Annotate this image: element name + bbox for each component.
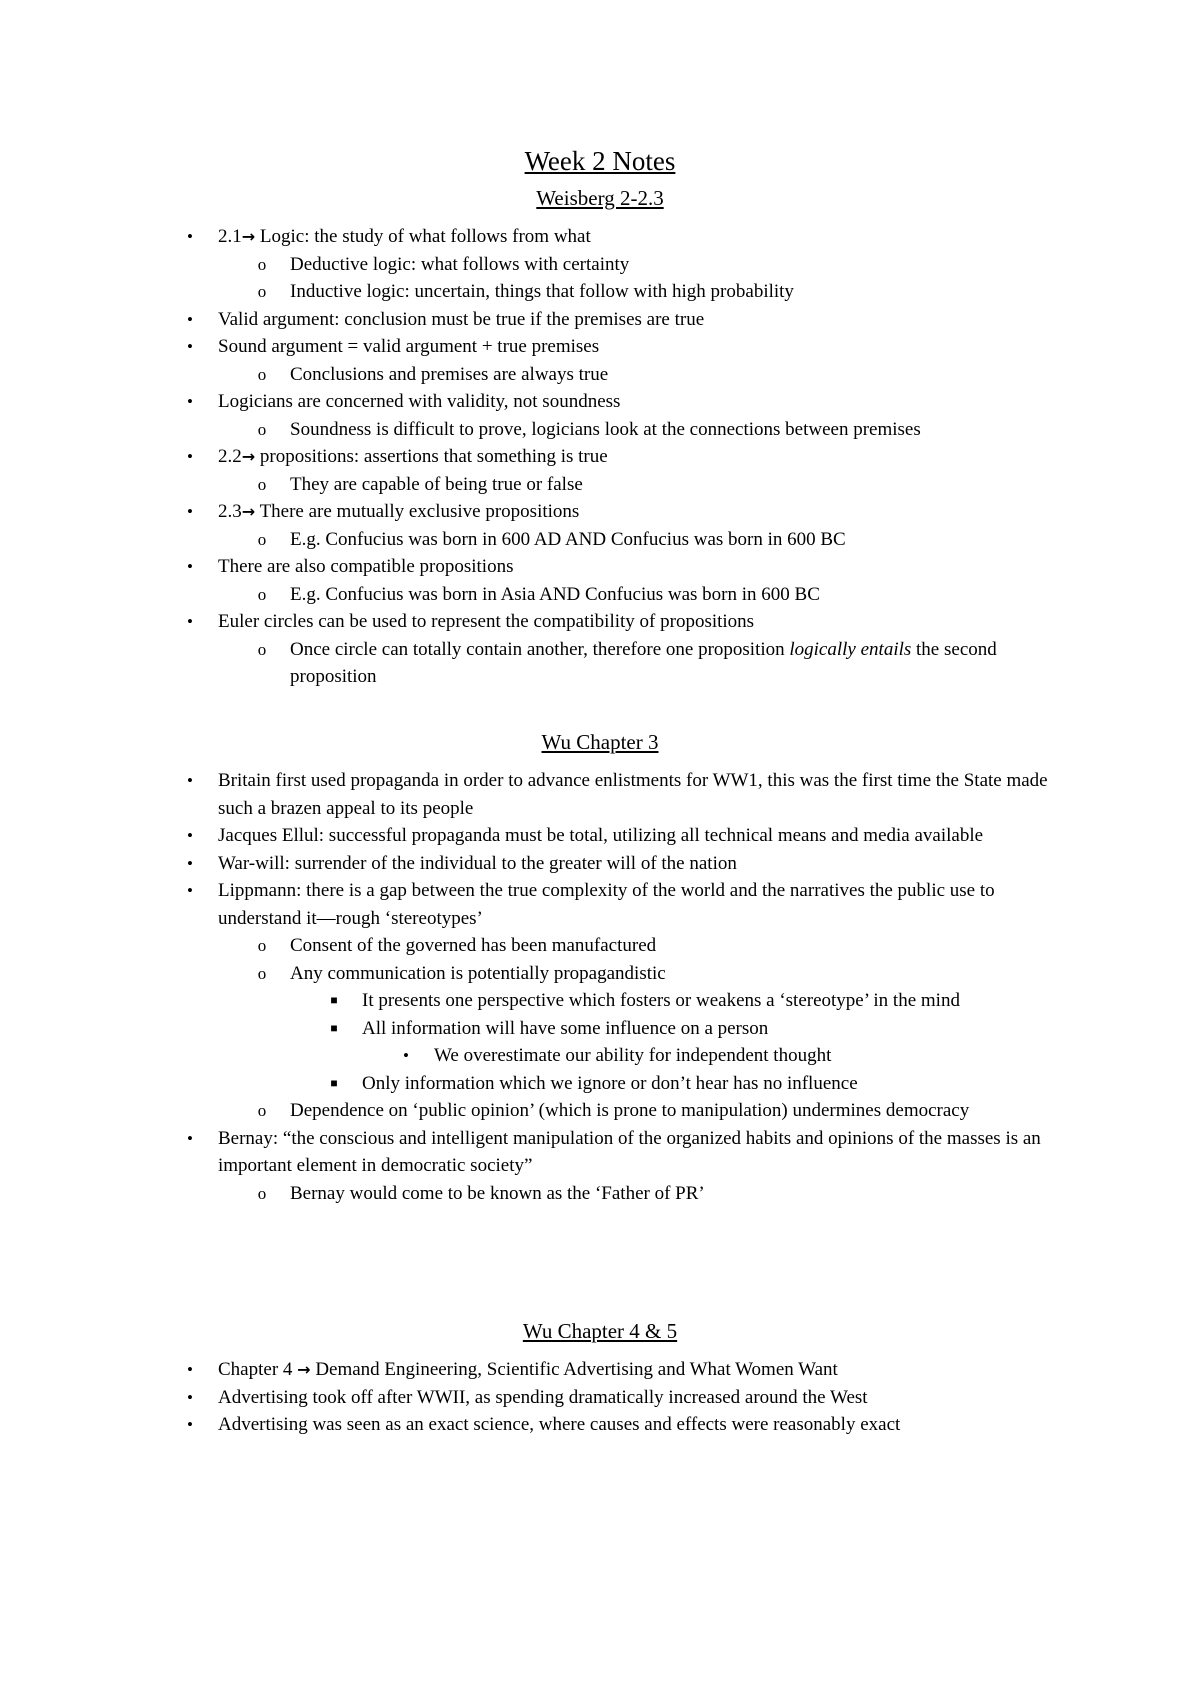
item-italic-text: logically entails: [789, 638, 912, 660]
item-text: Advertising was seen as an exact science, where causes and effects were reasonably exact: [218, 1414, 901, 1435]
list-item: [0, 306, 1200, 334]
list-item: [0, 471, 1200, 499]
circle-bullet-icon: o: [257, 963, 267, 983]
list-item: [0, 822, 1200, 850]
bullet-icon: •: [187, 771, 193, 790]
list-item: [0, 1384, 1200, 1412]
item-text: Consent of the governed has been manufactured: [290, 935, 657, 956]
list-item: [0, 877, 1200, 932]
section-list-wu-chapter-4-5: [0, 1356, 1200, 1439]
bullet-icon: •: [187, 502, 193, 521]
list-item: [0, 636, 1200, 691]
section-list-wu-chapter-3: [0, 767, 1200, 1207]
item-prefix: Chapter 4: [218, 1359, 298, 1380]
item-text: All information will have some influence on a person: [362, 1017, 769, 1039]
section-heading-wu-chapter-4-5: Wu Chapter 4 & 5: [522, 1319, 678, 1343]
list-item-text: [290, 526, 1060, 554]
list-item: [0, 498, 1200, 526]
item-text: propositions: assertions that something is true: [255, 446, 608, 467]
item-text: Logicians are concerned with validity, not soundness: [218, 391, 621, 412]
list-item: [0, 960, 1200, 988]
item-text: It presents one perspective which fosters or weakens a ‘stereotype’ in the mind: [362, 990, 960, 1011]
item-text: Valid argument: conclusion must be true if the premises are true: [218, 308, 705, 330]
list-item-text: [218, 1125, 1060, 1180]
list-item-text: [218, 1411, 1060, 1439]
list-item: [0, 223, 1200, 251]
list-item: [0, 1097, 1200, 1125]
list-item-text: [218, 850, 1060, 878]
item-text: Conclusions and premises are always true: [290, 363, 609, 385]
item-text: Advertising took off after WWII, as spending dramatically increased around the West: [218, 1386, 868, 1408]
bullet-icon: •: [187, 227, 193, 246]
list-item-text: [218, 498, 1060, 526]
list-item: [0, 553, 1200, 581]
item-text: Sound argument = valid argument + true premises: [218, 336, 600, 357]
bullet-icon: •: [187, 1128, 193, 1148]
list-item: [0, 1180, 1200, 1208]
item-text: Bernay would come to be known as the ‘Father of PR’: [290, 1182, 705, 1204]
list-item-text: [218, 388, 1060, 416]
list-item-text: [290, 1097, 1060, 1125]
list-item-text: [362, 987, 1060, 1015]
square-bullet-icon: ■: [330, 1075, 338, 1090]
item-text: Britain first used propaganda in order to advance enlistments for WW1, this was the first time the State made such a brazen appeal to its people: [218, 770, 1048, 819]
item-prefix: 2.3: [218, 501, 242, 522]
bullet-icon: •: [187, 309, 193, 329]
list-item-text: [434, 1042, 1060, 1070]
list-item-text: [362, 1070, 1060, 1098]
item-text: They are capable of being true or false: [290, 473, 583, 495]
list-item: [0, 767, 1200, 822]
list-item-text: [290, 416, 1060, 444]
section-heading-wu-chapter-3: Wu Chapter 3: [541, 730, 659, 754]
list-item-text: [290, 581, 1060, 609]
arrow-right-icon: →: [241, 227, 256, 246]
page-title: Week 2 Notes: [524, 146, 676, 176]
item-text: War-will: surrender of the individual to the greater will of the nation: [218, 852, 737, 874]
item-suffix: the second proposition: [290, 638, 997, 687]
list-item: [0, 608, 1200, 636]
section-heading-weisberg: Weisberg 2-2.3: [536, 186, 664, 210]
bullet-icon: •: [187, 447, 193, 466]
item-text: Euler circles can be used to represent the compatibility of propositions: [218, 611, 755, 632]
square-bullet-icon: ■: [330, 1020, 338, 1035]
item-text: We overestimate our ability for independent thought: [434, 1045, 832, 1066]
list-item-text: [290, 636, 1060, 691]
list-item-text: [290, 932, 1060, 960]
item-text: Inductive logic: uncertain, things that follow with high probability: [290, 281, 794, 302]
list-item: [0, 251, 1200, 279]
list-item: [0, 1125, 1200, 1180]
item-text: Soundness is difficult to prove, logicians look at the connections between premises: [290, 418, 921, 440]
circle-bullet-icon: o: [257, 419, 267, 439]
item-text: Deductive logic: what follows with certainty: [290, 253, 630, 275]
list-item-text: [290, 361, 1060, 389]
list-item: [0, 932, 1200, 960]
bullet-icon: •: [187, 1360, 193, 1379]
list-item-text: [218, 443, 1060, 471]
bullet-icon: •: [187, 1387, 193, 1407]
circle-bullet-icon: o: [257, 639, 267, 659]
arrow-right-icon: →: [297, 1360, 311, 1379]
bullet-icon: •: [403, 1046, 409, 1065]
list-item-text: [218, 822, 1060, 850]
list-item-text: [290, 1180, 1060, 1208]
arrow-right-icon: →: [241, 447, 256, 466]
list-item-text: [218, 223, 1060, 251]
list-item: [0, 1070, 1200, 1098]
item-text: Logic: the study of what follows from what: [255, 226, 591, 247]
item-text: E.g. Confucius was born in 600 AD AND Confucius was born in 600 BC: [290, 528, 846, 550]
bullet-icon: •: [187, 881, 193, 900]
item-text: There are mutually exclusive propositions: [255, 501, 580, 522]
list-item: [0, 1015, 1200, 1043]
circle-bullet-icon: o: [257, 364, 267, 384]
list-item: [0, 1042, 1200, 1070]
list-item-text: [290, 278, 1060, 306]
list-item-text: [218, 553, 1060, 581]
item-text: Once circle can totally contain another, therefore one proposition: [290, 638, 790, 660]
list-item: [0, 987, 1200, 1015]
item-prefix: 2.2: [218, 446, 242, 467]
item-text: Lippmann: there is a gap between the true complexity of the world and the narratives the public use to understand it—rough ‘stereotypes’: [218, 880, 995, 929]
list-item-text: [218, 767, 1060, 822]
bullet-icon: •: [187, 557, 193, 576]
arrow-right-icon: →: [241, 502, 256, 521]
square-bullet-icon: ■: [330, 993, 338, 1007]
item-prefix: 2.1: [218, 226, 242, 247]
list-item-text: [290, 471, 1060, 499]
circle-bullet-icon: o: [257, 474, 267, 494]
item-text: Bernay: “the conscious and intelligent manipulation of the organized habits and opinions of the masses is an important element in democratic society”: [218, 1127, 1041, 1176]
item-text: Only information which we ignore or don’t hear has no influence: [362, 1072, 858, 1094]
list-item: [0, 388, 1200, 416]
item-text: Jacques Ellul: successful propaganda must be total, utilizing all technical means and media available: [218, 825, 984, 846]
bullet-icon: •: [187, 826, 193, 845]
list-item: [0, 278, 1200, 306]
list-item: [0, 850, 1200, 878]
list-item-text: [218, 333, 1060, 361]
item-text: Any communication is potentially propagandistic: [290, 962, 666, 984]
list-item: [0, 333, 1200, 361]
circle-bullet-icon: o: [257, 936, 267, 955]
bullet-icon: •: [187, 1415, 193, 1434]
item-text: E.g. Confucius was born in Asia AND Confucius was born in 600 BC: [290, 583, 820, 605]
item-text: Dependence on ‘public opinion’ (which is prone to manipulation) undermines democracy: [290, 1100, 970, 1121]
list-item-text: [218, 608, 1060, 636]
list-item-text: [290, 960, 1060, 988]
list-item-text: [218, 1356, 1060, 1384]
circle-bullet-icon: o: [257, 254, 267, 274]
list-item-text: [218, 306, 1060, 334]
item-text: Demand Engineering, Scientific Advertising and What Women Want: [310, 1359, 838, 1380]
section-list-weisberg: [0, 223, 1200, 691]
list-item: [0, 581, 1200, 609]
list-item-text: [218, 1384, 1060, 1412]
list-item-text: [290, 251, 1060, 279]
circle-bullet-icon: o: [257, 584, 267, 604]
list-item: [0, 416, 1200, 444]
bullet-icon: •: [187, 853, 193, 873]
circle-bullet-icon: o: [257, 1101, 267, 1120]
list-item: [0, 1356, 1200, 1384]
list-item: [0, 526, 1200, 554]
list-item: [0, 361, 1200, 389]
list-item: [0, 1411, 1200, 1439]
circle-bullet-icon: o: [257, 282, 267, 301]
bullet-icon: •: [187, 337, 193, 356]
circle-bullet-icon: o: [257, 529, 267, 549]
bullet-icon: •: [187, 392, 193, 411]
bullet-icon: •: [187, 612, 193, 631]
list-item-text: [362, 1015, 1060, 1043]
list-item: [0, 443, 1200, 471]
item-text: There are also compatible propositions: [218, 556, 514, 577]
list-item-text: [218, 877, 1060, 932]
circle-bullet-icon: o: [257, 1183, 267, 1203]
